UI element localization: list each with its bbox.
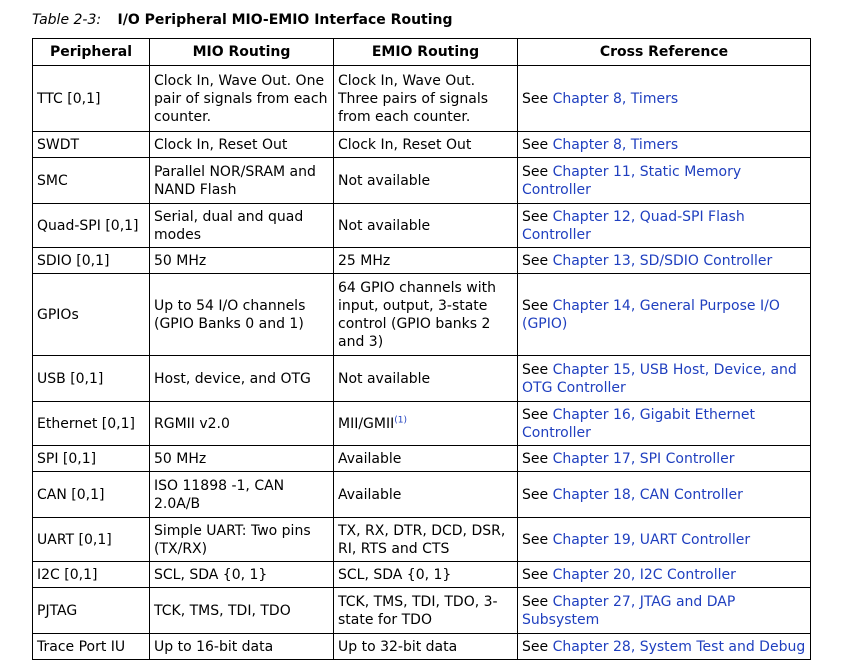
emio-routing-cell: [334, 562, 518, 588]
header-row: [33, 39, 811, 66]
emio-routing-text: TCK, TMS, TDI, TDO, 3-state for TDO: [338, 593, 498, 628]
cross-reference-cell: [518, 472, 811, 518]
cross-reference-cell: [518, 248, 811, 274]
header-peripheral: Peripheral: [33, 39, 150, 66]
cross-reference-cell: [518, 588, 811, 634]
cross-reference-prefix: See: [522, 361, 553, 378]
routing-table: [32, 38, 811, 660]
chapter-link[interactable]: Chapter 19, UART Controller: [552, 531, 751, 548]
cross-reference-cell: [518, 562, 811, 588]
emio-routing-text: Not available: [338, 172, 431, 189]
mio-routing-cell: Up to 54 I/O channels (GPIO Banks 0 and 1): [150, 274, 334, 356]
chapter-link[interactable]: Chapter 28, System Test and Debug: [552, 638, 806, 655]
table-row: [33, 446, 811, 472]
mio-routing-cell: Parallel NOR/SRAM and NAND Flash: [150, 158, 334, 204]
emio-routing-text: Not available: [338, 370, 431, 387]
cross-reference-prefix: See: [522, 136, 553, 153]
emio-routing-text: 25 MHz: [338, 252, 391, 269]
chapter-link[interactable]: Chapter 12, Quad-SPI Flash Controller: [522, 208, 745, 243]
mio-routing-cell: Clock In, Reset Out: [150, 132, 334, 158]
chapter-link[interactable]: Chapter 17, SPI Controller: [552, 450, 735, 467]
cross-reference-cell: [518, 356, 811, 402]
cross-reference-cell: [518, 66, 811, 132]
peripheral-cell: UART [0,1]: [33, 518, 150, 562]
emio-routing-cell: [334, 518, 518, 562]
peripheral-cell: SDIO [0,1]: [33, 248, 150, 274]
emio-routing-text: Not available: [338, 217, 431, 234]
table-row: [33, 518, 811, 562]
header-cross-reference: Cross Reference: [518, 39, 811, 66]
emio-routing-cell: [334, 66, 518, 132]
chapter-link[interactable]: Chapter 11, Static Memory Controller: [522, 163, 742, 198]
chapter-link[interactable]: Chapter 18, CAN Controller: [552, 486, 743, 503]
chapter-link[interactable]: Chapter 14, General Purpose I/O (GPIO): [522, 297, 780, 332]
cross-reference-prefix: See: [522, 486, 553, 503]
emio-routing-text: Available: [338, 450, 402, 467]
chapter-link[interactable]: Chapter 16, Gigabit Ethernet Controller: [522, 406, 755, 441]
table-row: [33, 356, 811, 402]
peripheral-cell: SPI [0,1]: [33, 446, 150, 472]
mio-routing-cell: 50 MHz: [150, 446, 334, 472]
emio-routing-cell: [334, 248, 518, 274]
cross-reference-cell: [518, 402, 811, 446]
mio-routing-cell: Up to 16-bit data: [150, 634, 334, 660]
mio-routing-cell: 50 MHz: [150, 248, 334, 274]
emio-routing-text: TX, RX, DTR, DCD, DSR, RI, RTS and CTS: [338, 522, 506, 557]
emio-routing-cell: [334, 472, 518, 518]
cross-reference-cell: [518, 518, 811, 562]
emio-routing-cell: [334, 356, 518, 402]
table-row: [33, 248, 811, 274]
chapter-link[interactable]: Chapter 13, SD/SDIO Controller: [552, 252, 773, 269]
cross-reference-prefix: See: [522, 208, 553, 225]
peripheral-cell: USB [0,1]: [33, 356, 150, 402]
cross-reference-prefix: See: [522, 297, 553, 314]
cross-reference-prefix: See: [522, 638, 553, 655]
cross-reference-prefix: See: [522, 450, 553, 467]
peripheral-cell: PJTAG: [33, 588, 150, 634]
chapter-link[interactable]: Chapter 20, I2C Controller: [552, 566, 736, 583]
emio-routing-cell: [334, 158, 518, 204]
chapter-link[interactable]: Chapter 8, Timers: [552, 90, 679, 107]
peripheral-cell: I2C [0,1]: [33, 562, 150, 588]
mio-routing-cell: TCK, TMS, TDI, TDO: [150, 588, 334, 634]
header-emio-routing: EMIO Routing: [334, 39, 518, 66]
table-row: [33, 158, 811, 204]
table-number: Table 2-3:: [32, 12, 102, 28]
cross-reference-prefix: See: [522, 531, 553, 548]
peripheral-cell: SWDT: [33, 132, 150, 158]
mio-routing-cell: ISO 11898 -1, CAN 2.0A/B: [150, 472, 334, 518]
peripheral-cell: SMC: [33, 158, 150, 204]
emio-routing-text: Clock In, Wave Out. Three pairs of signals from each counter.: [338, 72, 489, 125]
mio-routing-cell: Host, device, and OTG: [150, 356, 334, 402]
table-row: [33, 634, 811, 660]
emio-routing-cell: [334, 274, 518, 356]
cross-reference-cell: [518, 158, 811, 204]
peripheral-cell: Ethernet [0,1]: [33, 402, 150, 446]
emio-routing-text: MII/GMII: [338, 415, 395, 432]
emio-routing-text: Clock In, Reset Out: [338, 136, 472, 153]
table-row: [33, 472, 811, 518]
table-row: [33, 204, 811, 248]
mio-routing-cell: SCL, SDA {0, 1}: [150, 562, 334, 588]
mio-routing-cell: Serial, dual and quad modes: [150, 204, 334, 248]
table-row: [33, 588, 811, 634]
emio-routing-cell: [334, 446, 518, 472]
table-row: [33, 66, 811, 132]
emio-routing-text: Up to 32-bit data: [338, 638, 458, 655]
emio-routing-cell: [334, 132, 518, 158]
peripheral-cell: Quad-SPI [0,1]: [33, 204, 150, 248]
emio-routing-cell: [334, 204, 518, 248]
cross-reference-prefix: See: [522, 593, 553, 610]
table-row: [33, 274, 811, 356]
cross-reference-prefix: See: [522, 566, 553, 583]
table-title: I/O Peripheral MIO-EMIO Interface Routing: [117, 12, 453, 28]
emio-routing-text: 64 GPIO channels with input, output, 3-state control (GPIO banks 2 and 3): [338, 279, 496, 350]
cross-reference-prefix: See: [522, 163, 553, 180]
cross-reference-prefix: See: [522, 252, 553, 269]
table-row: [33, 402, 811, 446]
table-caption: [32, 12, 453, 28]
chapter-link[interactable]: Chapter 15, USB Host, Device, and OTG Controller: [522, 361, 797, 396]
footnote-link[interactable]: (1): [394, 414, 407, 425]
mio-routing-cell: Clock In, Wave Out. One pair of signals from each counter.: [150, 66, 334, 132]
peripheral-cell: CAN [0,1]: [33, 472, 150, 518]
peripheral-cell: GPIOs: [33, 274, 150, 356]
peripheral-cell: TTC [0,1]: [33, 66, 150, 132]
emio-routing-cell: [334, 588, 518, 634]
cross-reference-cell: [518, 634, 811, 660]
table-row: [33, 562, 811, 588]
emio-routing-text: Available: [338, 486, 402, 503]
peripheral-cell: Trace Port IU: [33, 634, 150, 660]
chapter-link[interactable]: Chapter 27, JTAG and DAP Subsystem: [522, 593, 736, 628]
cross-reference-cell: [518, 274, 811, 356]
emio-routing-text: SCL, SDA {0, 1}: [338, 566, 452, 583]
emio-routing-cell: [334, 402, 518, 446]
cross-reference-prefix: See: [522, 90, 553, 107]
mio-routing-cell: RGMII v2.0: [150, 402, 334, 446]
table-row: [33, 132, 811, 158]
cross-reference-cell: [518, 204, 811, 248]
cross-reference-cell: [518, 446, 811, 472]
chapter-link[interactable]: Chapter 8, Timers: [552, 136, 679, 153]
emio-routing-cell: [334, 634, 518, 660]
header-mio-routing: MIO Routing: [150, 39, 334, 66]
cross-reference-prefix: See: [522, 406, 553, 423]
mio-routing-cell: Simple UART: Two pins (TX/RX): [150, 518, 334, 562]
cross-reference-cell: [518, 132, 811, 158]
